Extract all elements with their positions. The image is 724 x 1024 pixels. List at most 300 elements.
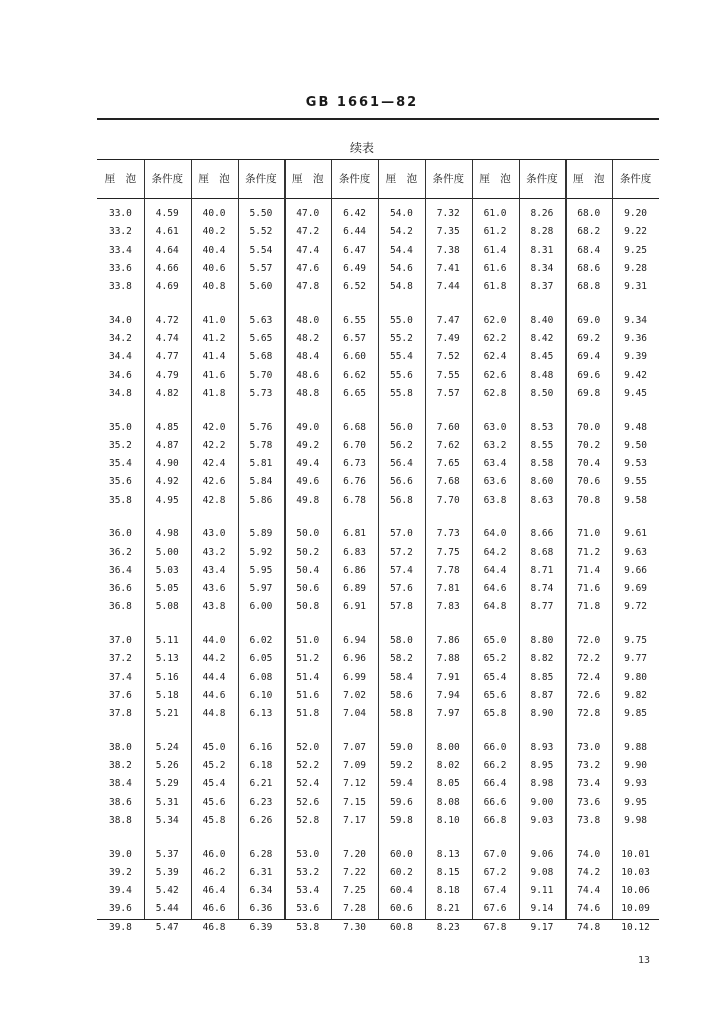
condition-degree-value: 6.39 — [249, 921, 273, 933]
centipoise-value: 57.0 — [389, 528, 413, 540]
centipoise-value: 54.0 — [389, 208, 413, 219]
condition-degree-value: 7.78 — [436, 564, 460, 576]
condition-degree-value: 5.95 — [249, 564, 273, 576]
column-header-condition-degree: 条件度 — [245, 173, 277, 185]
condition-degree-value: 9.25 — [624, 244, 648, 256]
centipoise-value: 50.6 — [296, 583, 320, 594]
centipoise-value: 36.2 — [108, 546, 132, 558]
condition-degree-value: 7.52 — [436, 351, 460, 363]
condition-degree-value: 6.36 — [249, 903, 273, 915]
centipoise-value: 53.2 — [296, 866, 320, 878]
centipoise-value: 41.4 — [202, 351, 226, 363]
centipoise-value: 52.6 — [296, 796, 320, 808]
condition-degree-value: 4.66 — [155, 262, 179, 274]
condition-degree-value: 9.80 — [624, 671, 648, 683]
centipoise-value: 33.4 — [108, 244, 132, 256]
condition-degree-value: 7.97 — [436, 708, 460, 719]
condition-degree-value: 7.07 — [343, 741, 367, 753]
centipoise-value: 72.2 — [577, 653, 601, 665]
centipoise-value: 40.6 — [202, 262, 226, 274]
condition-degree-value: 7.44 — [436, 281, 460, 292]
condition-degree-value: 8.45 — [530, 351, 554, 363]
condition-degree-value: 6.08 — [249, 671, 273, 683]
condition-degree-value: 8.21 — [436, 903, 460, 915]
condition-degree-value: 4.95 — [155, 494, 179, 506]
centipoise-value: 55.6 — [389, 369, 413, 381]
condition-degree-value: 7.94 — [436, 689, 460, 701]
centipoise-value: 36.8 — [108, 601, 132, 613]
centipoise-value: 34.2 — [108, 333, 132, 344]
centipoise-value: 40.0 — [202, 208, 226, 219]
centipoise-value: 56.6 — [389, 476, 413, 488]
centipoise-value: 66.2 — [483, 760, 507, 771]
condition-degree-value: 7.70 — [436, 494, 460, 506]
condition-degree-value: 8.48 — [530, 369, 554, 381]
condition-degree-value: 7.15 — [343, 796, 367, 808]
centipoise-value: 45.6 — [202, 796, 226, 808]
condition-degree-value: 10.12 — [621, 921, 650, 933]
centipoise-value: 68.6 — [577, 262, 601, 274]
centipoise-value: 68.8 — [577, 281, 601, 292]
centipoise-value: 37.0 — [108, 635, 132, 646]
centipoise-value: 74.6 — [577, 903, 601, 915]
centipoise-value: 67.6 — [483, 903, 507, 915]
condition-degree-value: 6.99 — [343, 671, 367, 683]
condition-degree-value: 5.76 — [249, 421, 273, 433]
centipoise-value: 51.8 — [296, 708, 320, 719]
centipoise-value: 61.8 — [483, 281, 507, 292]
centipoise-value: 58.6 — [389, 689, 413, 701]
condition-degree-value: 7.88 — [436, 653, 460, 665]
condition-degree-value: 6.81 — [343, 528, 367, 540]
condition-degree-value: 5.03 — [155, 564, 179, 576]
centipoise-value: 65.6 — [483, 689, 507, 701]
condition-degree-value: 6.52 — [343, 281, 367, 292]
condition-degree-value: 6.49 — [343, 262, 367, 274]
centipoise-value: 41.6 — [202, 369, 226, 381]
column-header-condition-degree: 条件度 — [432, 173, 464, 185]
centipoise-value: 33.0 — [108, 208, 132, 219]
page-number: 13 — [637, 955, 650, 966]
centipoise-value: 53.4 — [296, 885, 320, 896]
centipoise-value: 41.8 — [202, 387, 226, 399]
centipoise-value: 64.6 — [483, 583, 507, 594]
centipoise-value: 55.8 — [389, 387, 413, 399]
centipoise-value: 45.2 — [202, 760, 226, 771]
centipoise-value: 55.4 — [389, 351, 413, 363]
centipoise-value: 54.8 — [389, 281, 413, 292]
condition-degree-value: 8.60 — [530, 476, 554, 488]
centipoise-value: 63.4 — [483, 458, 507, 469]
condition-degree-value: 7.02 — [343, 689, 367, 701]
condition-degree-value: 7.12 — [343, 778, 367, 790]
centipoise-value: 43.4 — [202, 564, 226, 576]
centipoise-value: 40.2 — [202, 226, 226, 238]
condition-degree-value: 6.13 — [249, 708, 273, 719]
condition-degree-value: 4.61 — [155, 226, 179, 238]
centipoise-value: 57.6 — [389, 583, 413, 594]
centipoise-value: 50.0 — [296, 528, 320, 540]
condition-degree-value: 6.76 — [343, 476, 367, 488]
centipoise-value: 72.0 — [577, 635, 601, 646]
condition-degree-value: 9.95 — [624, 796, 648, 808]
condition-degree-value: 5.00 — [155, 546, 179, 558]
centipoise-value: 34.8 — [108, 387, 132, 399]
condition-degree-value: 6.94 — [343, 635, 367, 646]
centipoise-value: 72.4 — [577, 671, 601, 683]
centipoise-value: 46.8 — [202, 921, 226, 933]
condition-degree-value: 9.20 — [624, 208, 648, 219]
centipoise-value: 70.0 — [577, 421, 601, 433]
centipoise-value: 66.0 — [483, 741, 507, 753]
condition-degree-value: 6.78 — [343, 494, 367, 506]
centipoise-value: 70.6 — [577, 476, 601, 488]
condition-degree-value: 4.79 — [155, 369, 179, 381]
centipoise-value: 71.2 — [577, 546, 601, 558]
condition-degree-value: 8.68 — [530, 546, 554, 558]
centipoise-value: 51.6 — [296, 689, 320, 701]
condition-degree-value: 5.18 — [155, 689, 179, 701]
condition-degree-value: 10.06 — [621, 885, 650, 896]
centipoise-value: 74.8 — [577, 921, 601, 933]
centipoise-value: 44.0 — [202, 635, 226, 646]
centipoise-value: 69.2 — [577, 333, 601, 344]
condition-degree-value: 6.57 — [343, 333, 367, 344]
condition-degree-value: 9.88 — [624, 741, 648, 753]
centipoise-value: 46.2 — [202, 866, 226, 878]
condition-degree-value: 8.34 — [530, 262, 554, 274]
centipoise-value: 49.6 — [296, 476, 320, 488]
centipoise-value: 68.0 — [577, 208, 601, 219]
column-header-centipoise: 厘 泡 — [291, 173, 324, 185]
condition-degree-value: 7.35 — [436, 226, 460, 238]
condition-degree-value: 5.68 — [249, 351, 273, 363]
condition-degree-value: 5.08 — [155, 601, 179, 613]
centipoise-value: 70.4 — [577, 458, 601, 469]
centipoise-value: 35.0 — [108, 421, 132, 433]
centipoise-value: 45.0 — [202, 741, 226, 753]
centipoise-value: 41.0 — [202, 314, 226, 326]
centipoise-value: 46.4 — [202, 885, 226, 896]
centipoise-value: 34.4 — [108, 351, 132, 363]
condition-degree-value: 5.54 — [249, 244, 273, 256]
condition-degree-value: 5.63 — [249, 314, 273, 326]
condition-degree-value: 7.75 — [436, 546, 460, 558]
centipoise-value: 48.4 — [296, 351, 320, 363]
centipoise-value: 53.0 — [296, 848, 320, 860]
centipoise-value: 39.0 — [108, 848, 132, 860]
condition-degree-value: 4.72 — [155, 314, 179, 326]
centipoise-value: 43.6 — [202, 583, 226, 594]
condition-degree-value: 5.31 — [155, 796, 179, 808]
condition-degree-value: 7.65 — [436, 458, 460, 469]
condition-degree-value: 8.02 — [436, 760, 460, 771]
condition-degree-value: 5.42 — [155, 885, 179, 896]
centipoise-value: 57.4 — [389, 564, 413, 576]
condition-degree-value: 9.90 — [624, 760, 648, 771]
column-header-centipoise: 厘 泡 — [385, 173, 418, 185]
condition-degree-value: 6.02 — [249, 635, 273, 646]
condition-degree-value: 7.83 — [436, 601, 460, 613]
condition-degree-value: 4.87 — [155, 439, 179, 451]
condition-degree-value: 4.59 — [155, 208, 179, 219]
centipoise-value: 62.2 — [483, 333, 507, 344]
condition-degree-value: 7.20 — [343, 848, 367, 860]
centipoise-value: 57.8 — [389, 601, 413, 613]
condition-degree-value: 6.00 — [249, 601, 273, 613]
centipoise-value: 71.4 — [577, 564, 601, 576]
condition-degree-value: 9.34 — [624, 314, 648, 326]
centipoise-value: 48.8 — [296, 387, 320, 399]
centipoise-value: 38.6 — [108, 796, 132, 808]
condition-degree-value: 9.39 — [624, 351, 648, 363]
centipoise-value: 38.0 — [108, 741, 132, 753]
centipoise-value: 37.8 — [108, 708, 132, 719]
centipoise-value: 41.2 — [202, 333, 226, 344]
centipoise-value: 59.4 — [389, 778, 413, 790]
condition-degree-value: 4.90 — [155, 458, 179, 469]
condition-degree-value: 8.71 — [530, 564, 554, 576]
centipoise-value: 53.6 — [296, 903, 320, 915]
centipoise-value: 59.8 — [389, 814, 413, 826]
condition-degree-value: 8.77 — [530, 601, 554, 613]
centipoise-value: 44.4 — [202, 671, 226, 683]
condition-degree-value: 6.44 — [343, 226, 367, 238]
condition-degree-value: 8.63 — [530, 494, 554, 506]
condition-degree-value: 6.89 — [343, 583, 367, 594]
condition-degree-value: 9.36 — [624, 333, 648, 344]
condition-degree-value: 4.82 — [155, 387, 179, 399]
table-subtitle: 续表 — [349, 141, 374, 155]
condition-degree-value: 7.38 — [436, 244, 460, 256]
condition-degree-value: 6.05 — [249, 653, 273, 665]
centipoise-value: 63.6 — [483, 476, 507, 488]
condition-degree-value: 6.60 — [343, 351, 367, 363]
condition-degree-value: 9.22 — [624, 226, 648, 238]
centipoise-value: 73.4 — [577, 778, 601, 790]
condition-degree-value: 8.55 — [530, 439, 554, 451]
condition-degree-value: 7.22 — [343, 866, 367, 878]
condition-degree-value: 4.85 — [155, 421, 179, 433]
condition-degree-value: 9.98 — [624, 814, 648, 826]
condition-degree-value: 6.83 — [343, 546, 367, 558]
condition-degree-value: 8.42 — [530, 333, 554, 344]
condition-degree-value: 9.55 — [624, 476, 648, 488]
centipoise-value: 69.6 — [577, 369, 601, 381]
condition-degree-value: 7.57 — [436, 387, 460, 399]
condition-degree-value: 5.37 — [155, 848, 179, 860]
condition-degree-value: 5.21 — [155, 708, 179, 719]
condition-degree-value: 5.81 — [249, 458, 273, 469]
centipoise-value: 45.8 — [202, 814, 226, 826]
centipoise-value: 36.4 — [108, 564, 132, 576]
condition-degree-value: 7.62 — [436, 439, 460, 451]
condition-degree-value: 6.31 — [249, 866, 273, 878]
centipoise-value: 71.8 — [577, 601, 601, 613]
centipoise-value: 43.2 — [202, 546, 226, 558]
centipoise-value: 60.2 — [389, 866, 413, 878]
condition-degree-value: 6.23 — [249, 796, 273, 808]
centipoise-value: 68.4 — [577, 244, 601, 256]
centipoise-value: 60.0 — [389, 848, 413, 860]
condition-degree-value: 8.50 — [530, 387, 554, 399]
centipoise-value: 35.6 — [108, 476, 132, 488]
condition-degree-value: 9.53 — [624, 458, 648, 469]
centipoise-value: 40.4 — [202, 244, 226, 256]
column-header-centipoise: 厘 泡 — [479, 173, 511, 185]
centipoise-value: 42.4 — [202, 458, 226, 469]
condition-degree-value: 7.25 — [343, 885, 367, 896]
centipoise-value: 42.6 — [202, 476, 226, 488]
centipoise-value: 69.8 — [577, 387, 601, 399]
centipoise-value: 42.8 — [202, 494, 226, 506]
centipoise-value: 49.0 — [296, 421, 320, 433]
condition-degree-value: 9.03 — [530, 814, 554, 826]
condition-degree-value: 5.73 — [249, 387, 273, 399]
centipoise-value: 71.6 — [577, 583, 601, 594]
centipoise-value: 56.0 — [389, 421, 413, 433]
centipoise-value: 42.0 — [202, 421, 226, 433]
condition-degree-value: 7.04 — [343, 708, 367, 719]
centipoise-value: 65.0 — [483, 635, 507, 646]
condition-degree-value: 7.09 — [343, 760, 367, 771]
condition-degree-value: 5.84 — [249, 476, 273, 488]
centipoise-value: 44.8 — [202, 708, 226, 719]
centipoise-value: 72.8 — [577, 708, 601, 719]
centipoise-value: 46.0 — [202, 848, 226, 860]
centipoise-value: 50.2 — [296, 546, 320, 558]
condition-degree-value: 6.42 — [343, 208, 367, 219]
condition-degree-value: 6.91 — [343, 601, 367, 613]
centipoise-value: 54.4 — [389, 244, 413, 256]
centipoise-value: 49.8 — [296, 494, 320, 506]
centipoise-value: 67.0 — [483, 848, 507, 860]
centipoise-value: 57.2 — [389, 546, 413, 558]
centipoise-value: 73.2 — [577, 760, 601, 771]
condition-degree-value: 8.15 — [436, 866, 460, 878]
condition-degree-value: 5.26 — [155, 760, 179, 771]
centipoise-value: 47.6 — [296, 262, 320, 274]
condition-degree-value: 5.16 — [155, 671, 179, 683]
condition-degree-value: 5.57 — [249, 262, 273, 274]
centipoise-value: 35.8 — [108, 494, 132, 506]
condition-degree-value: 5.34 — [155, 814, 179, 826]
condition-degree-value: 9.42 — [624, 369, 648, 381]
condition-degree-value: 6.96 — [343, 653, 367, 665]
condition-degree-value: 6.34 — [249, 885, 273, 896]
centipoise-value: 39.6 — [108, 903, 132, 915]
centipoise-value: 61.6 — [483, 262, 507, 274]
condition-degree-value: 6.65 — [343, 387, 367, 399]
condition-degree-value: 4.77 — [155, 351, 179, 363]
condition-degree-value: 9.06 — [530, 848, 554, 860]
condition-degree-value: 10.01 — [621, 848, 650, 860]
condition-degree-value: 8.28 — [530, 226, 554, 238]
centipoise-value: 64.0 — [483, 528, 507, 540]
centipoise-value: 50.8 — [296, 601, 320, 613]
centipoise-value: 73.0 — [577, 741, 601, 753]
centipoise-value: 47.2 — [296, 226, 320, 238]
centipoise-value: 73.8 — [577, 814, 601, 826]
condition-degree-value: 6.28 — [249, 848, 273, 860]
centipoise-value: 55.2 — [389, 333, 413, 344]
condition-degree-value: 10.09 — [621, 903, 650, 915]
condition-degree-value: 7.17 — [343, 814, 367, 826]
condition-degree-value: 6.86 — [343, 564, 367, 576]
centipoise-value: 63.0 — [483, 421, 507, 433]
centipoise-value: 47.0 — [296, 208, 320, 219]
centipoise-value: 52.4 — [296, 778, 320, 790]
condition-degree-value: 8.10 — [436, 814, 460, 826]
centipoise-value: 35.2 — [108, 439, 132, 451]
centipoise-value: 70.8 — [577, 494, 601, 506]
centipoise-value: 52.2 — [296, 760, 320, 771]
centipoise-value: 62.8 — [483, 387, 507, 399]
condition-degree-value: 8.95 — [530, 760, 554, 771]
condition-degree-value: 4.98 — [155, 528, 179, 540]
condition-degree-value: 5.97 — [249, 583, 273, 594]
centipoise-value: 58.2 — [389, 653, 413, 665]
condition-degree-value: 9.11 — [530, 885, 554, 896]
centipoise-value: 51.2 — [296, 653, 320, 665]
condition-degree-value: 4.69 — [155, 281, 179, 292]
condition-degree-value: 5.24 — [155, 741, 179, 753]
condition-degree-value: 4.64 — [155, 244, 179, 256]
condition-degree-value: 6.26 — [249, 814, 273, 826]
condition-degree-value: 5.11 — [155, 635, 179, 646]
centipoise-value: 64.4 — [483, 564, 507, 576]
condition-degree-value: 9.08 — [530, 866, 554, 878]
condition-degree-value: 6.21 — [249, 778, 273, 790]
condition-degree-value: 6.47 — [343, 244, 367, 256]
column-header-centipoise: 厘 泡 — [198, 173, 230, 185]
centipoise-value: 43.0 — [202, 528, 226, 540]
centipoise-value: 61.0 — [483, 208, 507, 219]
condition-degree-value: 5.65 — [249, 333, 273, 344]
centipoise-value: 51.0 — [296, 635, 320, 646]
condition-degree-value: 8.82 — [530, 653, 554, 665]
centipoise-value: 60.6 — [389, 903, 413, 915]
centipoise-value: 61.2 — [483, 226, 507, 238]
condition-degree-value: 8.26 — [530, 208, 554, 219]
condition-degree-value: 8.37 — [530, 281, 554, 292]
conversion-table — [97, 159, 659, 933]
condition-degree-value: 9.93 — [624, 778, 648, 790]
centipoise-value: 70.2 — [577, 439, 601, 451]
condition-degree-value: 6.55 — [343, 314, 367, 326]
centipoise-value: 67.8 — [483, 921, 507, 933]
centipoise-value: 56.4 — [389, 458, 413, 469]
centipoise-value: 54.6 — [389, 262, 413, 274]
centipoise-value: 49.2 — [296, 439, 320, 451]
centipoise-value: 62.6 — [483, 369, 507, 381]
centipoise-value: 54.2 — [389, 226, 413, 238]
condition-degree-value: 6.16 — [249, 741, 273, 753]
condition-degree-value: 7.49 — [436, 333, 460, 344]
centipoise-value: 33.6 — [108, 262, 132, 274]
column-header-centipoise: 厘 泡 — [572, 173, 605, 185]
centipoise-value: 59.0 — [389, 741, 413, 753]
condition-degree-value: 9.75 — [624, 635, 648, 646]
condition-degree-value: 9.00 — [530, 796, 554, 808]
condition-degree-value: 7.68 — [436, 476, 460, 488]
condition-degree-value: 7.60 — [436, 421, 460, 433]
condition-degree-value: 9.45 — [624, 387, 648, 399]
centipoise-value: 63.2 — [483, 439, 507, 451]
condition-degree-value: 8.90 — [530, 708, 554, 719]
centipoise-value: 45.4 — [202, 778, 226, 790]
centipoise-value: 74.2 — [577, 866, 601, 878]
